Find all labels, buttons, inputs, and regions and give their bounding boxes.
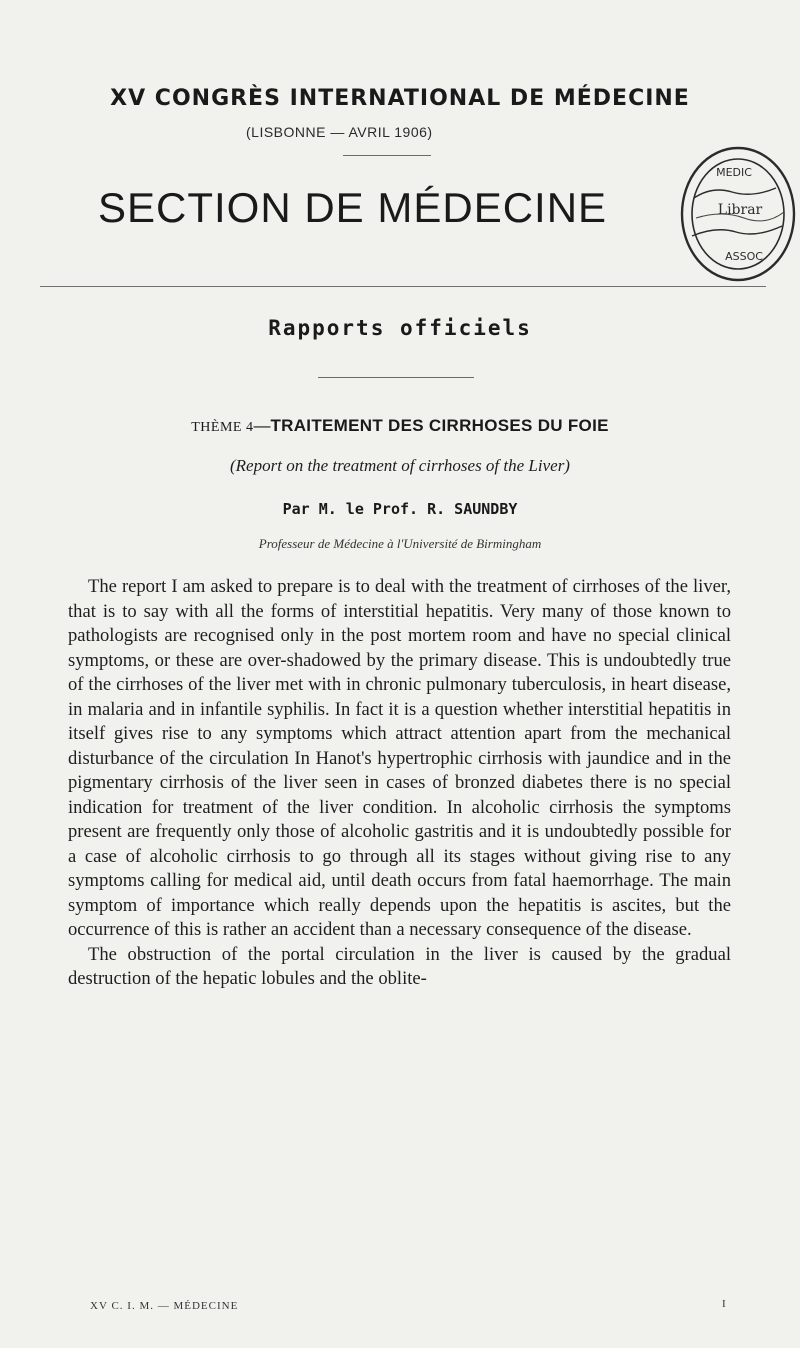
report-subtitle: (Report on the treatment of cirrhoses of the Liver)	[230, 456, 570, 475]
theme-prefix: THÈME 4	[191, 420, 254, 435]
short-rule-top	[343, 155, 431, 156]
congress-subtitle: (LISBONNE — AVRIL 1906)	[246, 124, 433, 140]
theme-line	[0, 416, 800, 436]
short-rule-middle	[318, 377, 474, 378]
congress-title: XV CONGRÈS INTERNATIONAL DE MÉDECINE	[110, 86, 690, 111]
affiliation: Professeur de Médecine à l'Université de Birmingham	[258, 536, 542, 551]
paragraph-2: The obstruction of the portal circulation in the liver is caused by the gradual destruction of the hepatic lobules and the oblite-	[68, 943, 731, 989]
section-rule	[40, 286, 766, 287]
printer-signature: XV C. I. M. — MÉDECINE	[90, 1300, 239, 1312]
body-text	[68, 575, 731, 992]
library-stamp-icon	[672, 140, 798, 286]
author: Par M. le Prof. R. SAUNDBY	[282, 500, 518, 518]
paragraph-1: The report I am asked to prepare is to deal with the treatment of cirrhoses of the liver, that is to say with all the forms of interstitial hepatitis. Very many of those known to pathologists are recognised only in the post mortem room and have no special clinical symptoms, or these are over-shadowed by the primary disease. This is undoubtedly true of the cirrhoses of the liver met with in chronic pulmonary tuberculosis, in heart disease, in malaria and in infantile syphilis. In fact it is a question whether interstitial hepatitis in itself gives rise to any symptoms which attract attention apart from the mechanical disturbance of the circulation In Hanot's hypertrophic cirrhosis with jaundice and in the pigmentary cirrhosis of the liver seen in cases of bronzed diabetes there is no special indication for treatment of the liver condition. In alcoholic cirrhosis the symptoms present are frequently only those of alcoholic gastritis and it is undoubtedly possible for a case of alcoholic cirrhosis to go through all its stages without giving rise to any symptoms calling for medical aid, until death occurs from fatal haemorrhage. The main symptom of importance which really depends upon the hepatitis is ascites, but the occurrence of this is rather an accident than a necessary consequence of the disease.	[68, 576, 731, 940]
theme-dash: —	[253, 416, 271, 435]
theme-title: TRAITEMENT DES CIRRHOSES DU FOIE	[270, 416, 609, 435]
section-title: SECTION DE MÉDECINE	[98, 184, 608, 231]
stamp-text-bottom: ASSOC	[725, 250, 763, 263]
stamp-text-top: MEDIC	[716, 166, 752, 179]
stamp-text-middle: Librar	[717, 202, 763, 218]
reports-title: Rapports officiels	[268, 316, 532, 340]
page-number: I	[722, 1298, 726, 1310]
